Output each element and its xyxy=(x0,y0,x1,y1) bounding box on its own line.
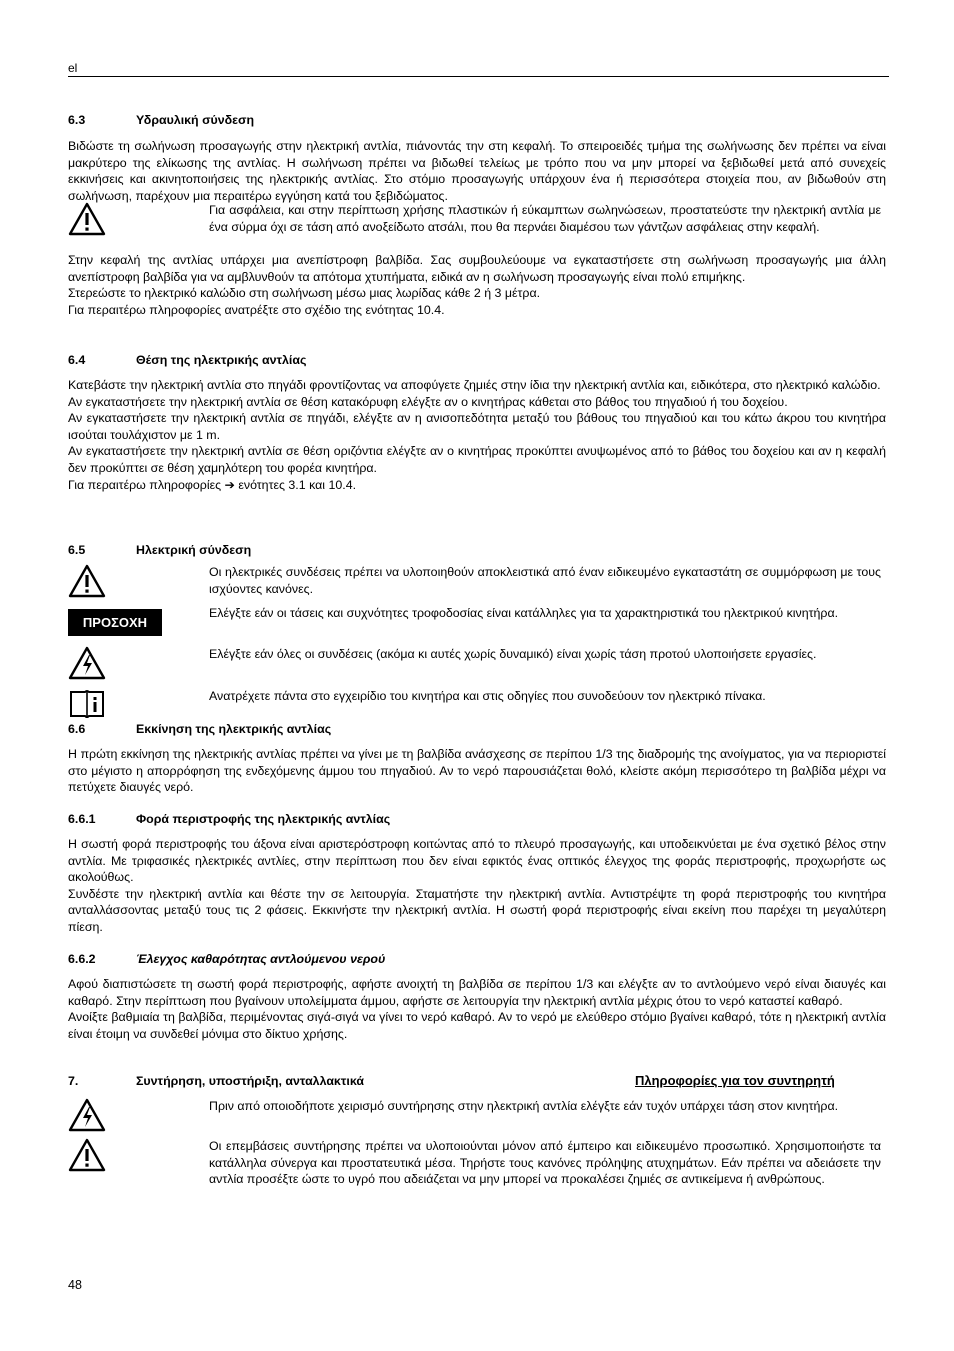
paragraph: Κατεβάστε την ηλεκτρική αντλία στο πηγάδι φροντίζοντας να αποφύγετε ζημιές στην ίδια την ηλεκτρική αντλία και, ειδικότερα, στο ηλεκτρικό καλώδιο. xyxy=(68,378,881,392)
paragraph: Στερεώστε το ηλεκτρικό καλώδιο στη σωλήνωση μέσω μιας λωρίδας κάθε 2 ή 3 μέτρα. xyxy=(68,286,541,301)
section-title: Εκκίνηση της ηλεκτρικής αντλίας xyxy=(136,722,332,736)
paragraph: Αν εγκαταστήσετε την ηλεκτρική αντλία σε πηγάδι, ελέγξτε αν η ανισοπεδότητα μεταξύ του βάθους του πηγαδιού και του κάτω άκρου του κινητήρα ισούται τουλάχιστον με 1 m. xyxy=(68,411,886,442)
section-title: Συντήρηση, υποστήριξη, ανταλλακτικά xyxy=(136,1074,364,1088)
manual-book-icon xyxy=(68,688,106,720)
section-title: Υδραυλική σύνδεση xyxy=(136,113,255,127)
section-number: 6.6 xyxy=(68,722,86,736)
section-number: 6.4 xyxy=(68,353,86,367)
language-code: el xyxy=(68,61,78,75)
section-heading xyxy=(68,721,886,738)
section-heading xyxy=(68,112,886,129)
warning-triangle-icon xyxy=(68,202,106,236)
caution-badge: ΠΡΟΣΟΧΗ xyxy=(68,609,162,636)
paragraph: Συνδέστε την ηλεκτρική αντλία και θέστε την σε λειτουργία. Σταματήστε την ηλεκτρική αντλία. Αντιστρέψτε τη φορά περιστροφής του κινητήρα ανταλλάσσοντας μεταξύ τους τις 2 φάσεις. Εκκινήστε την ηλεκτρική αντλία. Η σωστή φορά περιστροφής είναι εκείνη που παρέχει τη μεγαλύτερη πίεση. xyxy=(68,886,886,934)
section-number: 6.3 xyxy=(68,113,86,127)
warning-text: Οι επεμβάσεις συντήρησης πρέπει να υλοποιούνται μόνον από έμπειρο και ειδικευμένο προσωπικό. Χρησιμοποιήστε τα κατάλληλα σύνεργα και προστατευτικά μέσα. Τηρήστε τους κανόνες πρόληψης ατυχημάτων. Εάν πρέπει να αδειάσετε την αντλία προσέξτε ώστε το υγρό που αδειάζεται να μην μπορεί να προκαλέσει ζημιές σε αντικείμενα ή ανθρώπους. xyxy=(209,1139,881,1187)
paragraph: Για περαιτέρω πληροφορίες ανατρέξτε στο σχέδιο της ενότητας 10.4. xyxy=(68,302,445,317)
header-rule xyxy=(68,76,889,77)
page-number: 48 xyxy=(68,1278,82,1292)
section-number: 7. xyxy=(68,1074,79,1088)
section-6-3 xyxy=(68,112,886,204)
warning-text: Οι ηλεκτρικές συνδέσεις πρέπει να υλοποιηθούν αποκλειστικά από έναν ειδικευμένο εγκαταστάτη σε συμμόρφωση με τους ισχύοντες κανόνες. xyxy=(209,565,881,596)
paragraph: Αν εγκαταστήσετε την ηλεκτρική αντλία σε θέση κατακόρυφη ελέγξτε αν ο κινητήρας κάθεται στο βάθος του πηγαδιού ή του δοχείου. xyxy=(68,394,788,409)
text-span: ενότητες 3.1 και 10.4. xyxy=(234,477,357,492)
electric-warning-text: Ελέγξτε εάν όλες οι συνδέσεις (ακόμα κι αυτές χωρίς δυναμικό) είναι χωρίς τάση προτού υλοποιήσετε εργασίες. xyxy=(209,647,817,661)
text-span: Για περαιτέρω πληροφορίες xyxy=(68,477,225,492)
section-6-6 xyxy=(68,721,886,796)
section-title: Θέση της ηλεκτρικής αντλίας xyxy=(136,353,307,367)
paragraph: Η σωστή φορά περιστροφής του άξονα είναι αριστερόστροφη κοιτώντας από το πλευρό προσαγωγής, και υποδεικνύεται με ένα σχετικό βέλος στην αντλία. Με τριφασικές ηλεκτρικές αντλίες, στην περίπτωση που δεν είναι εφικτός ένας οπτικός έλεγχος της φοράς περιστροφής, προχωρήστε ως ακολούθως. xyxy=(68,837,886,885)
paragraph xyxy=(68,477,886,494)
section-number: 6.5 xyxy=(68,543,86,557)
section-6-5 xyxy=(68,542,886,559)
section-6-3-continued xyxy=(68,252,886,318)
section-heading xyxy=(68,951,886,968)
section-6-4 xyxy=(68,352,886,493)
warning-text: Για ασφάλεια, και στην περίπτωση χρήσης πλαστικών ή εύκαμπτων σωληνώσεων, προστατεύστε την ηλεκτρική αντλία με ένα σύρμα όχι σε τάση από ανοξείδωτο ατσάλι, που θα περνάει διαμέσου των γάντζων ασφάλειας στην κεφαλή. xyxy=(209,203,881,234)
section-title: Έλεγχος καθαρότητας αντλούμενου νερού xyxy=(136,952,386,966)
paragraph: Ανοίξτε βαθμιαία τη βαλβίδα, περιμένοντας σιγά-σιγά να γίνει το νερό καθαρό. Αν το νερό με ελεύθερο στόμιο βγαίνει καθαρό, τότε η ηλεκτρική αντλία είναι έτοιμη να συνδεθεί μόνιμα στο δίκτυο χρήσης. xyxy=(68,1010,886,1041)
paragraph: Βιδώστε τη σωλήνωση προσαγωγής στην ηλεκτρική αντλία, πιάνοντάς την στη κεφαλή. Το σπειροειδές τμήμα της σωλήνωσης δεν πρέπει να είναι μακρύτερο της ελίκωσης της αντλίας. Η σωλήνωση πρέπει να βιδωθεί τελείως με τρόπο που να μην μπορεί να ξεβιδωθεί μετά από συνεχείς εκκινήσεις και ακινητοποιήσεις της ηλεκτρικής αντλίας. Στο στόμιο προσαγωγής υπάρχουν ένα ή περισσότερα στοιχεία που, αν βιδωθούν στη σωλήνωση, παρέχουν μια περαιτέρω εγγύηση κατά του ξεβιδώματος. xyxy=(68,139,886,203)
paragraph: Η πρώτη εκκίνηση της ηλεκτρικής αντλίας πρέπει να γίνει με τη βαλβίδα ανάσχεσης σε περίπου 1/3 της διαδρομής της ανοίγματος, για να περιοριστεί στο μέγιστο η απορρόφηση της ενδεχόμενης άμμου του πηγαδιού. Αν το νερό παρουσιάζεται θολό, κλείστε ακόμη περισσότερο τη βαλβίδα μέχρι να πετύχετε διαυγές νερό. xyxy=(68,747,886,795)
paragraph: Αν εγκαταστήσετε την ηλεκτρική αντλία σε θέση οριζόντια ελέγξτε αν ο κινητήρας προκύπτει ανυψωμένος από το βάθος του δοχείου και αν η κεφαλή δεν προκύπτει σε θέση χαμηλότερη του φορέα κινητήρα. xyxy=(68,444,886,475)
maintainer-info-heading: Πληροφορίες για τον συντηρητή xyxy=(635,1073,835,1088)
section-title: Ηλεκτρική σύνδεση xyxy=(136,543,252,557)
section-heading xyxy=(68,811,886,828)
section-number: 6.6.1 xyxy=(68,812,96,826)
section-heading xyxy=(68,352,886,369)
manual-text: Ανατρέχετε πάντα στο εγχειρίδιο του κινητήρα και στις οδηγίες που συνοδεύουν τον ηλεκτρικό πίνακα. xyxy=(209,689,766,703)
arrow-icon: ➔ xyxy=(224,477,235,492)
electric-hazard-icon xyxy=(68,1098,106,1132)
electric-hazard-icon xyxy=(68,646,106,680)
paragraph: Αφού διαπιστώσετε τη σωστή φορά περιστροφής, αφήστε ανοιχτή τη βαλβίδα σε περίπου 1/3 και ελέγξτε αν το αντλούμενο νερό είναι διαυγές και καθαρό. Στην περίπτωση που βγαίνουν υπολείμματα άμμου, αφήστε σε λειτουργία την ηλεκτρική αντλία μέχρις ότου το νερό καταστεί καθαρό. xyxy=(68,977,886,1008)
electric-warning-text: Πριν από οποιοδήποτε χειρισμό συντήρησης στην ηλεκτρική αντλία ελέγξτε εάν τυχόν υπάρχει τάση στον κινητήρα. xyxy=(209,1099,839,1113)
section-6-6-1 xyxy=(68,811,886,936)
caution-text: Ελέγξτε εάν οι τάσεις και συχνότητες τροφοδοσίας είναι κατάλληλες για τα χαρακτηριστικά του ηλεκτρικού κινητήρα. xyxy=(209,606,839,620)
warning-triangle-icon xyxy=(68,564,106,598)
section-number: 6.6.2 xyxy=(68,952,96,966)
warning-triangle-icon xyxy=(68,1138,106,1172)
section-title: Φορά περιστροφής της ηλεκτρικής αντλίας xyxy=(136,812,391,826)
section-6-6-2 xyxy=(68,951,886,1042)
paragraph: Στην κεφαλή της αντλίας υπάρχει μια ανεπίστροφη βαλβίδα. Σας συμβουλεύουμε να εγκαταστήσετε στη σωλήνωση προσαγωγής μια άλλη ανεπίστροφη βαλβίδα για να αμβλυνθούν τα απότομα χτυπήματα, ειδικά αν η σωλήνωση προσαγωγής είναι πολύ επιμήκης. xyxy=(68,253,886,284)
section-heading xyxy=(68,542,886,559)
